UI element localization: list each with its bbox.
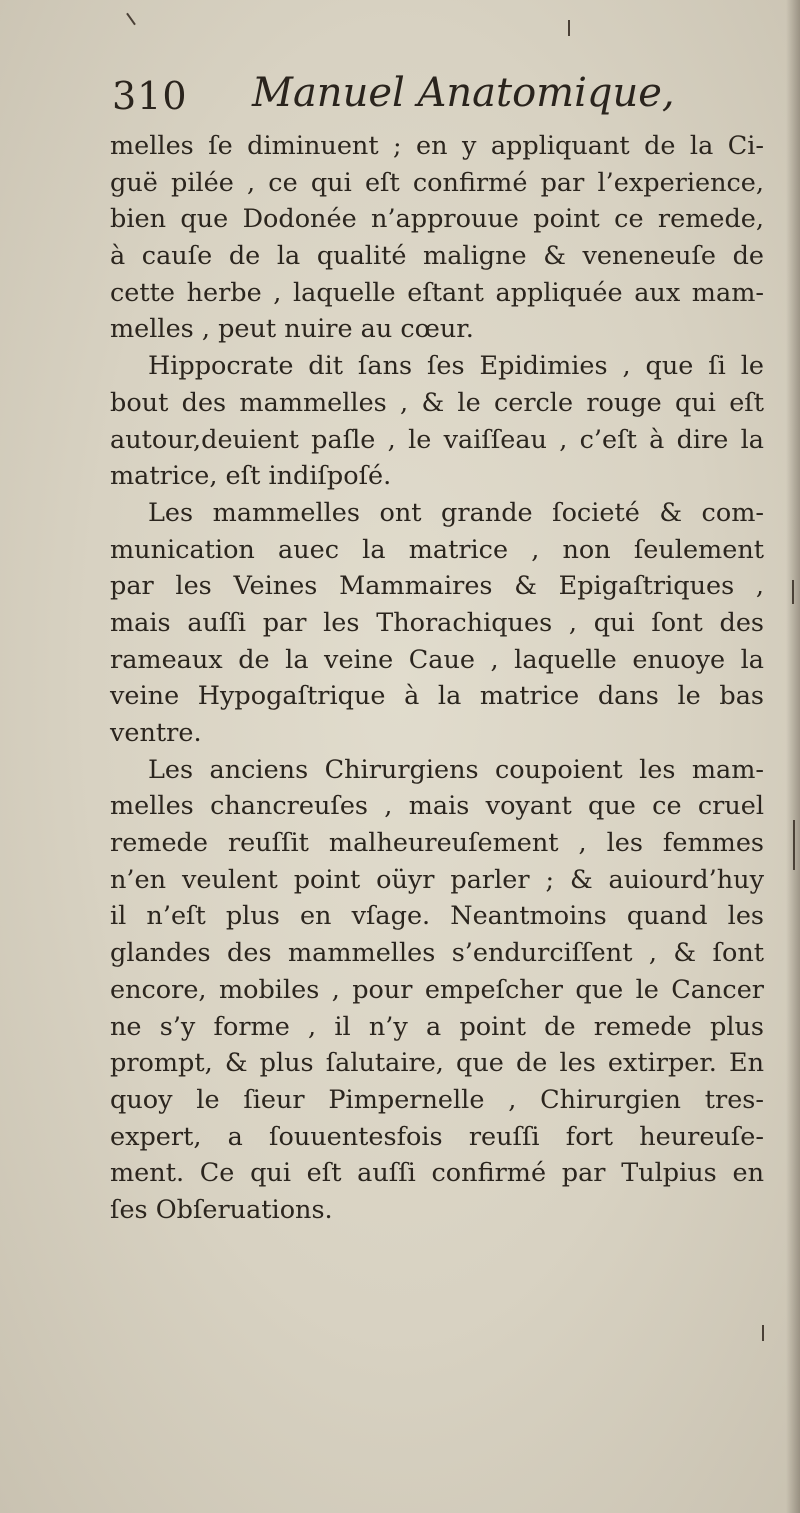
text-line: expert, a ſouuentesfois reuſſi fort heureuſe- bbox=[110, 1121, 764, 1152]
body-text bbox=[110, 128, 764, 1229]
print-speck bbox=[568, 20, 570, 36]
text-line: bout des mammelles , & le cercle rouge qui eſt bbox=[110, 387, 764, 418]
text-line: ment. Ce qui eſt auſſi confirmé par Tulpius en bbox=[110, 1158, 764, 1189]
print-speck bbox=[126, 13, 136, 26]
text-line: autour,deuient paſle , le vaiſſeau , c’eſt à dire la bbox=[110, 424, 764, 455]
text-line: ventre. bbox=[110, 718, 202, 748]
text-line: à cauſe de la qualité maligne & veneneuſe de bbox=[110, 241, 764, 272]
text-line: munication auec la matrice , non ſeulement bbox=[110, 534, 764, 565]
text-line: prompt, & plus ſalutaire, que de les extirper. En bbox=[110, 1048, 764, 1079]
text-line: il n’eſt plus en vſage. Neantmoins quand les bbox=[110, 901, 764, 932]
running-title: Manuel Anatomique, bbox=[252, 70, 675, 116]
page-edge-shadow bbox=[786, 0, 800, 1513]
page-header bbox=[112, 70, 675, 126]
print-speck bbox=[793, 820, 795, 870]
text-line: mais auſſi par les Thorachiques , qui ſont des bbox=[110, 607, 764, 638]
text-line: matrice, eſt indiſpoſé. bbox=[110, 461, 392, 492]
text-line: ſes Obſeruations. bbox=[110, 1194, 333, 1225]
text-line: guë pilée , ce qui eſt confirmé par l’experience, bbox=[110, 167, 764, 198]
text-line: melles chancreuſes , mais voyant que ce cruel bbox=[110, 791, 764, 822]
page-number: 310 bbox=[112, 74, 188, 118]
text-line: ne s’y forme , il n’y a point de remede plus bbox=[110, 1011, 764, 1042]
text-line: quoy le ſieur Pimpernelle , Chirurgien tres- bbox=[110, 1084, 764, 1115]
paragraph-start: Les anciens Chirurgiens coupoient les mam- bbox=[148, 754, 764, 785]
text-line: melles , peut nuire au cœur. bbox=[110, 314, 474, 345]
paragraph-start: Les mammelles ont grande ſocieté & com- bbox=[148, 497, 764, 528]
print-speck bbox=[762, 1325, 764, 1341]
text-line: cette herbe , laquelle eſtant appliquée aux mam- bbox=[110, 277, 764, 308]
text-line: rameaux de la veine Caue , laquelle enuoye la bbox=[110, 644, 764, 675]
text-line: veine Hypogaſtrique à la matrice dans le bas bbox=[110, 681, 764, 712]
text-line: par les Veines Mammaires & Epigaſtriques , bbox=[110, 571, 764, 602]
text-line: remede reuſſit malheureuſement , les femmes bbox=[110, 828, 764, 859]
text-line: encore, mobiles , pour empeſcher que le Cancer bbox=[110, 974, 764, 1005]
paragraph-start: Hippocrate dit ſans ſes Epidimies , que ſi le bbox=[148, 351, 764, 382]
print-speck bbox=[792, 580, 794, 604]
text-line: glandes des mammelles s’endurciſſent , & ſont bbox=[110, 938, 764, 969]
text-line: bien que Dodonée n’approuue point ce remede, bbox=[110, 204, 764, 235]
text-line: melles ſe diminuent ; en y appliquant de la Ci- bbox=[110, 131, 764, 161]
text-line: n’en veulent point oüyr parler ; & auiourd’huy bbox=[110, 864, 764, 895]
